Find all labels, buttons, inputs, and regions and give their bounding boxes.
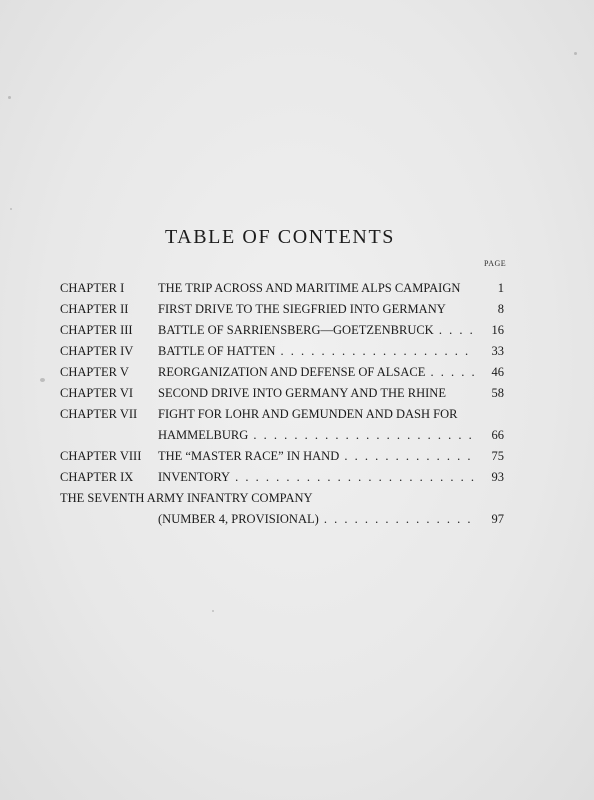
chapter-title: [158, 446, 475, 467]
chapter-title: [158, 341, 475, 362]
toc-appendix-continuation: [60, 509, 504, 530]
toc-entry: [60, 320, 504, 341]
page-number: 33: [491, 344, 504, 358]
chapter-label: CHAPTER IX: [60, 470, 134, 484]
chapter-title: FIRST DRIVE TO THE SIEGFRIED INTO GERMANY: [158, 302, 446, 316]
chapter-label: CHAPTER VII: [60, 407, 138, 421]
page-number: 58: [491, 386, 504, 400]
toc-entry: [60, 362, 504, 383]
page-number: 46: [491, 365, 504, 379]
paper-speck: [10, 208, 12, 210]
appendix-subtitle-text: (NUMBER 4, PROVISIONAL): [158, 512, 319, 526]
toc-entry: [60, 299, 504, 320]
page-number: 75: [491, 449, 504, 463]
appendix-subtitle: [158, 509, 475, 530]
toc-entry: [60, 341, 504, 362]
paper-speck: [8, 96, 11, 99]
page-number: 1: [497, 281, 504, 295]
paper-speck: [40, 378, 45, 382]
chapter-title: [158, 362, 475, 383]
toc-entry-continuation: [60, 425, 504, 446]
page-title: TABLE OF CONTENTS: [164, 226, 396, 248]
chapter-label: CHAPTER V: [60, 365, 129, 379]
toc-entry: [60, 467, 504, 488]
chapter-title-text: BATTLE OF HATTEN: [158, 344, 276, 358]
chapter-title-text: HAMMELBURG: [158, 428, 249, 442]
page-number: 97: [491, 512, 504, 526]
chapter-label: CHAPTER VI: [60, 386, 134, 400]
chapter-title-continued: [158, 425, 475, 446]
chapter-title: SECOND DRIVE INTO GERMANY AND THE RHINE: [158, 386, 446, 400]
chapter-title: THE TRIP ACROSS AND MARITIME ALPS CAMPAIGN: [158, 281, 461, 295]
chapter-label: CHAPTER I: [60, 281, 125, 295]
chapter-label: CHAPTER II: [60, 302, 129, 316]
paper-speck: [574, 52, 577, 55]
toc-entry: [60, 278, 504, 299]
toc-entry: [60, 446, 504, 467]
chapter-title: [158, 320, 475, 341]
chapter-title-text: INVENTORY: [158, 470, 230, 484]
page-number: 93: [491, 470, 504, 484]
chapter-title: FIGHT FOR LOHR AND GEMUNDEN AND DASH FOR: [158, 407, 458, 421]
chapter-title-text: BATTLE OF SARRIENSBERG—GOETZENBRUCK: [158, 323, 434, 337]
toc-entry: [60, 404, 504, 425]
appendix-title: THE SEVENTH ARMY INFANTRY COMPANY: [60, 491, 313, 505]
page-number: 8: [497, 302, 504, 316]
table-of-contents: [60, 278, 504, 530]
chapter-label: CHAPTER VIII: [60, 449, 142, 463]
chapter-label: CHAPTER IV: [60, 344, 134, 358]
page-number: 16: [491, 323, 504, 337]
chapter-title-text: THE “MASTER RACE” IN HAND: [158, 449, 340, 463]
page-column-label: PAGE: [484, 259, 507, 268]
toc-entry: [60, 383, 504, 404]
toc-appendix-entry: [60, 488, 504, 509]
page-number: 66: [491, 428, 504, 442]
chapter-title-text: REORGANIZATION AND DEFENSE OF ALSACE: [158, 365, 426, 379]
chapter-title: [158, 467, 475, 488]
chapter-label: CHAPTER III: [60, 323, 133, 337]
paper-speck: [212, 610, 214, 612]
